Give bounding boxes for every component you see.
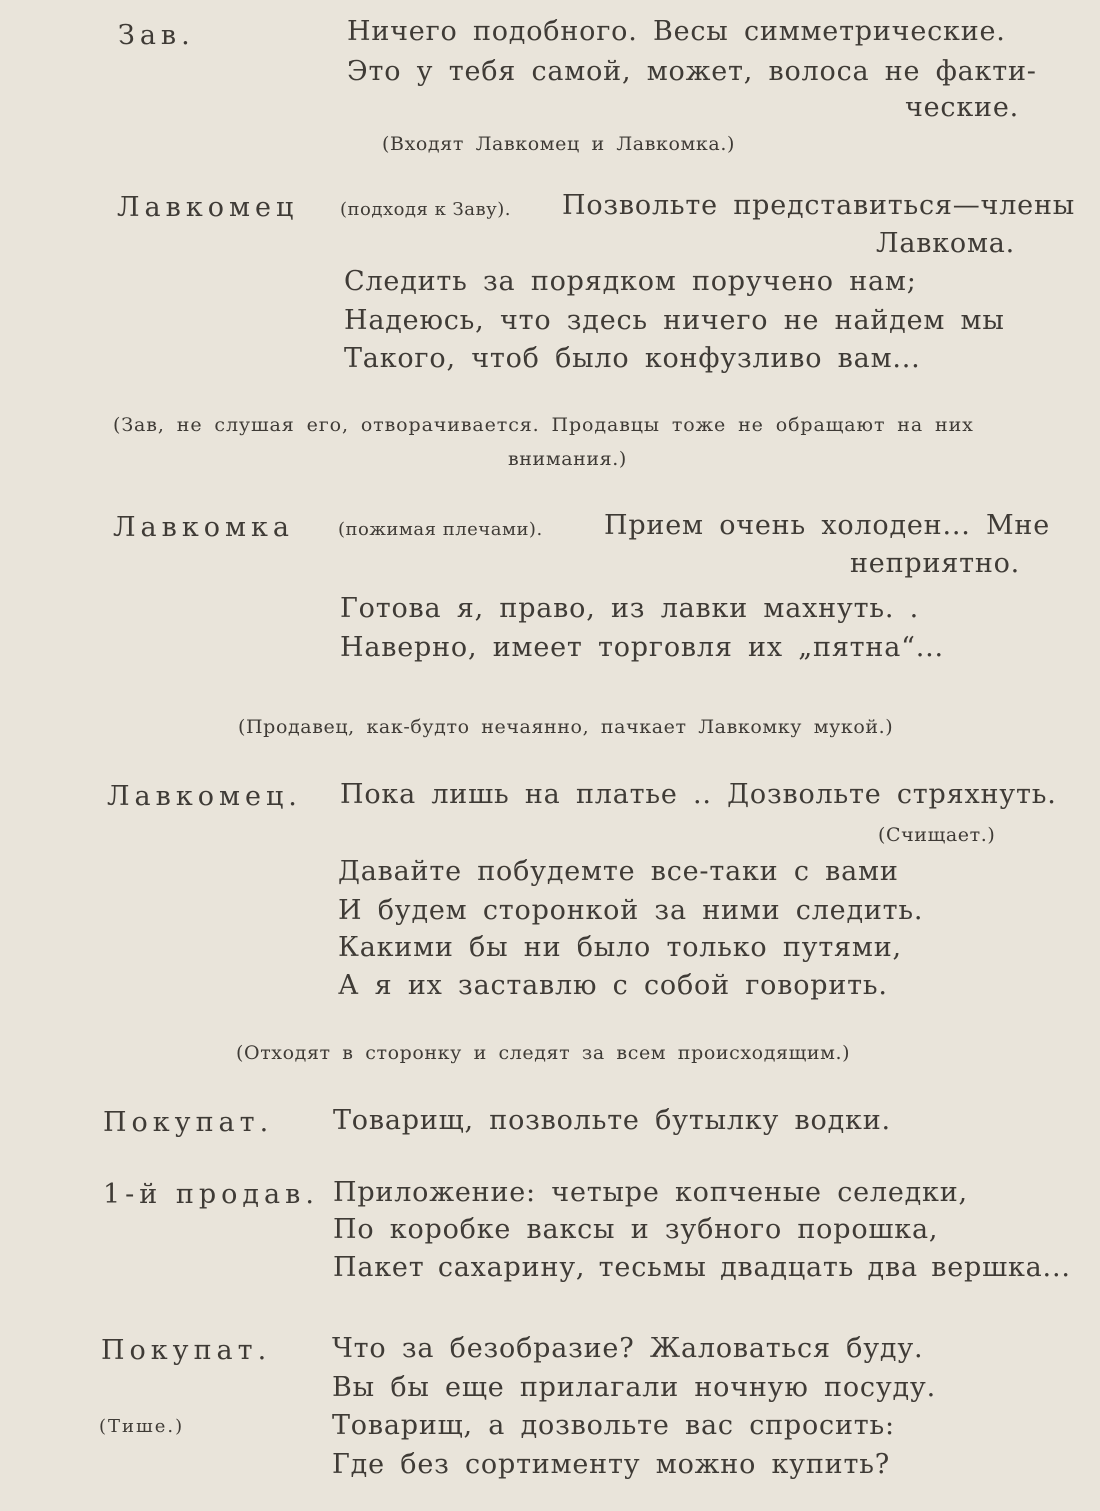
stage-direction: (Счищает.)	[878, 824, 996, 846]
speaker-direction: (пожимая плечами).	[338, 519, 543, 540]
verse-line: По коробке ваксы и зубного порошка,	[333, 1214, 939, 1245]
speaker-lavkomets: Лавкомец.	[107, 781, 302, 812]
speaker-lavkomka: Лавкомка	[113, 512, 294, 543]
verse-line: Надеюсь, что здесь ничего не найдем мы	[344, 305, 1005, 336]
stage-direction: (Входят Лавкомец и Лавкомка.)	[382, 133, 735, 155]
verse-continuation: ческие.	[905, 92, 1019, 123]
verse-line: Какими бы ни было только путями,	[338, 932, 902, 963]
verse-line: Наверно, имеет торговля их „пятна“...	[340, 632, 944, 663]
verse-line: Что за безобразие? Жаловаться буду.	[332, 1333, 924, 1364]
verse-line: Товарищ, позвольте бутылку водки.	[333, 1105, 891, 1136]
verse-line: А я их заставлю с собой говорить.	[338, 970, 888, 1001]
verse-line: Вы бы еще прилагали ночную посуду.	[332, 1372, 937, 1403]
verse-line: Пакет сахарину, тесьмы двадцать два вершка...	[333, 1252, 1071, 1283]
verse-continuation: Лавкома.	[876, 228, 1016, 259]
speaker-pokupatel: Покупат.	[101, 1335, 272, 1366]
speaker-zav: Зав.	[118, 20, 195, 51]
verse-continuation: неприятно.	[850, 548, 1021, 579]
stage-direction: (Отходят в сторонку и следят за всем происходящим.)	[236, 1042, 851, 1064]
stage-direction: (Продавец, как-будто нечаянно, пачкает Лавкомку мукой.)	[238, 716, 894, 738]
verse-line: Готова я, право, из лавки махнуть. .	[340, 593, 919, 624]
stage-direction: внимания.)	[508, 448, 627, 470]
verse-line: Приложение: четыре копченые селедки,	[333, 1177, 968, 1208]
verse-line: Товарищ, а дозвольте вас спросить:	[332, 1410, 895, 1441]
verse-line: Пока лишь на платье .. Дозвольте стряхнуть.	[340, 779, 1057, 810]
verse-line: И будем сторонкой за ними следить.	[338, 895, 924, 926]
speaker-direction: (подходя к Заву).	[340, 199, 511, 220]
speaker-prodavets: 1-й продав.	[103, 1179, 319, 1210]
verse-line: Где без сортименту можно купить?	[332, 1449, 890, 1480]
verse-line: Такого, чтоб было конфузливо вам...	[344, 343, 921, 374]
verse-line: Следить за порядком поручено нам;	[344, 266, 917, 297]
verse-line: Прием очень холоден... Мне	[604, 510, 1050, 541]
speaker-direction: (Тише.)	[99, 1416, 185, 1437]
verse-line: Давайте побудемте все-таки с вами	[338, 856, 899, 887]
speaker-pokupatel: Покупат.	[103, 1107, 274, 1138]
verse-line: Это у тебя самой, может, волоса не факти-	[347, 56, 1037, 87]
speaker-lavkomets: Лавкомец	[117, 192, 299, 223]
verse-line: Позвольте представиться—члены	[562, 190, 1076, 221]
stage-direction: (Зав, не слушая его, отворачивается. Продавцы тоже не обращают на них	[113, 414, 974, 436]
verse-line: Ничего подобного. Весы симметрические.	[347, 16, 1006, 47]
